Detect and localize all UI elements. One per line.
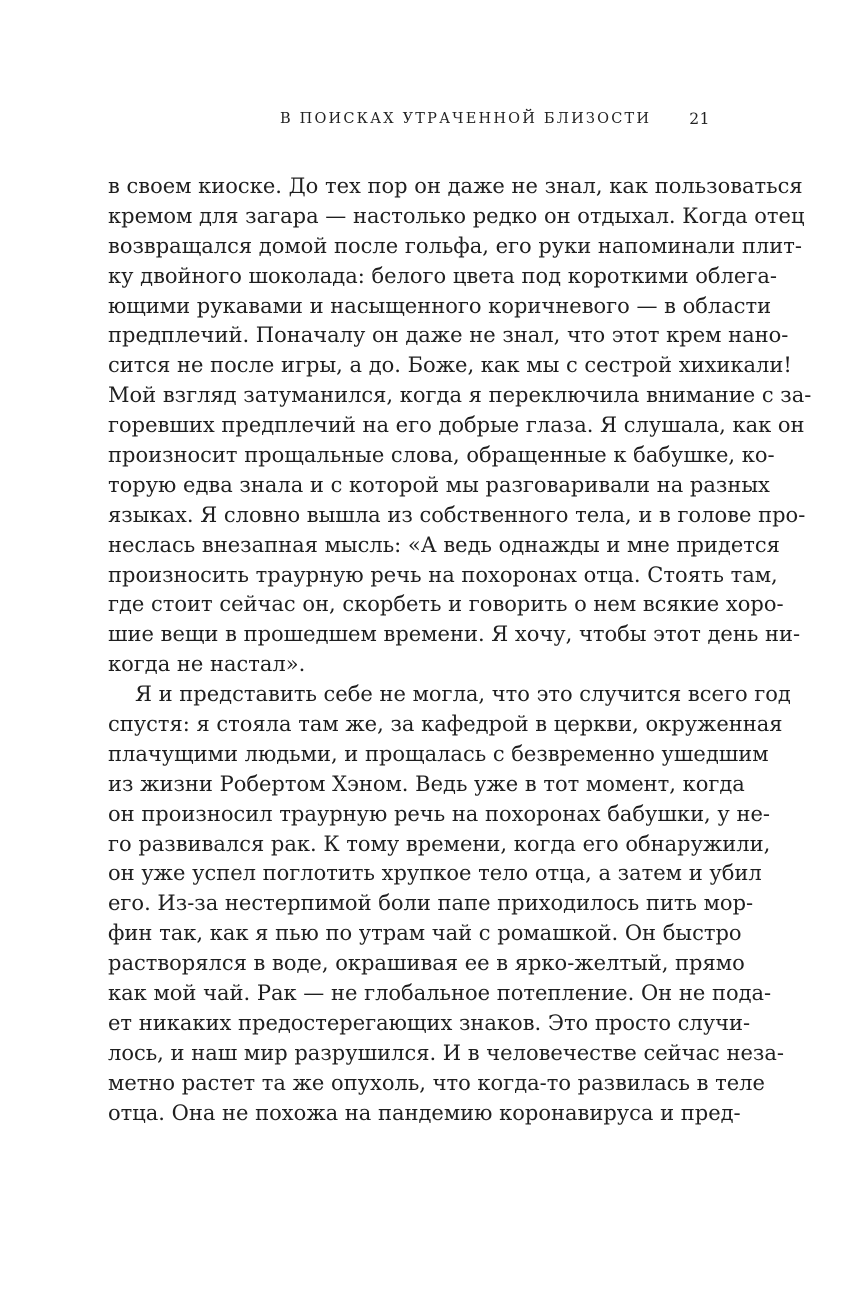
- text-line: произносит прощальные слова, обращенные к бабушке, ко-: [108, 443, 775, 468]
- text-line: когда не настал».: [108, 652, 306, 677]
- text-line: ку двойного шоколада: белого цвета под короткими облега-: [108, 263, 777, 288]
- text-line: спустя: я стояла там же, за кафедрой в церкви, окруженная: [108, 712, 783, 737]
- text-line: где стоит сейчас он, скорбеть и говорить о нем всякие хоро-: [108, 592, 784, 617]
- text-line: плачущими людьми, и прощалась с безвременно ушедшим: [108, 741, 769, 766]
- text-line: неслась внезапная мысль: «А ведь однажды и мне придется: [108, 532, 780, 557]
- text-line: лось, и наш мир разрушился. И в человечестве сейчас неза-: [108, 1040, 784, 1065]
- text-line: го развивался рак. К тому времени, когда его обнаружили,: [108, 831, 771, 856]
- page-number: 21: [689, 110, 710, 128]
- text-line: возвращался домой после гольфа, его руки напоминали плит-: [108, 233, 802, 258]
- text-line: он уже успел поглотить хрупкое тело отца, а затем и убил: [108, 861, 762, 886]
- text-line: отца. Она не похожа на пандемию коронавируса и пред-: [108, 1100, 741, 1125]
- paragraph-1: [108, 172, 812, 680]
- text-line: горевших предплечий на его добрые глаза. Я слушала, как он: [108, 413, 805, 438]
- body-text: [108, 172, 812, 1162]
- text-line: кремом для загара — настолько редко он отдыхал. Когда отец: [108, 203, 805, 228]
- text-line: предплечий. Поначалу он даже не знал, что этот крем нано-: [108, 323, 789, 348]
- running-head: [108, 108, 710, 130]
- text-line: как мой чай. Рак — не глобальное потепление. Он не пода-: [108, 981, 772, 1006]
- text-line: Мой взгляд затуманился, когда я переключила внимание с за-: [108, 383, 812, 408]
- text-line: языках. Я словно вышла из собственного тела, и в голове про-: [108, 502, 806, 527]
- text-line: фин так, как я пью по утрам чай с ромашкой. Он быстро: [108, 921, 742, 946]
- text-line: шие вещи в прошедшем времени. Я хочу, чтобы этот день ни-: [108, 622, 801, 647]
- text-line: он произносил траурную речь на похоронах бабушки, у не-: [108, 801, 770, 826]
- text-line: его. Из-за нестерпимой боли папе приходилось пить мор-: [108, 891, 754, 916]
- paragraph-2: [108, 680, 791, 1128]
- text-line: произносить траурную речь на похоронах отца. Стоять там,: [108, 562, 778, 587]
- text-line: растворялся в воде, окрашивая ее в ярко-желтый, прямо: [108, 951, 745, 976]
- text-line: в своем киоске. До тех пор он даже не знал, как пользоваться: [108, 174, 803, 198]
- running-title: В ПОИСКАХ УТРАЧЕННОЙ БЛИЗОСТИ: [279, 111, 652, 127]
- text-line: метно растет та же опухоль, что когда-то развилась в теле: [108, 1070, 765, 1095]
- text-line: ющими рукавами и насыщенного коричневого — в области: [108, 293, 772, 318]
- text-line: торую едва знала и с которой мы разговаривали на разных: [108, 472, 770, 497]
- text-line: Я и представить себе не могла, что это случится всего год: [135, 682, 791, 707]
- text-line: ет никаких предостерегающих знаков. Это просто случи-: [108, 1010, 751, 1035]
- text-line: из жизни Робертом Хэном. Ведь уже в тот момент, когда: [108, 771, 745, 796]
- text-line: сится не после игры, а до. Боже, как мы с сестрой хихикали!: [108, 353, 792, 378]
